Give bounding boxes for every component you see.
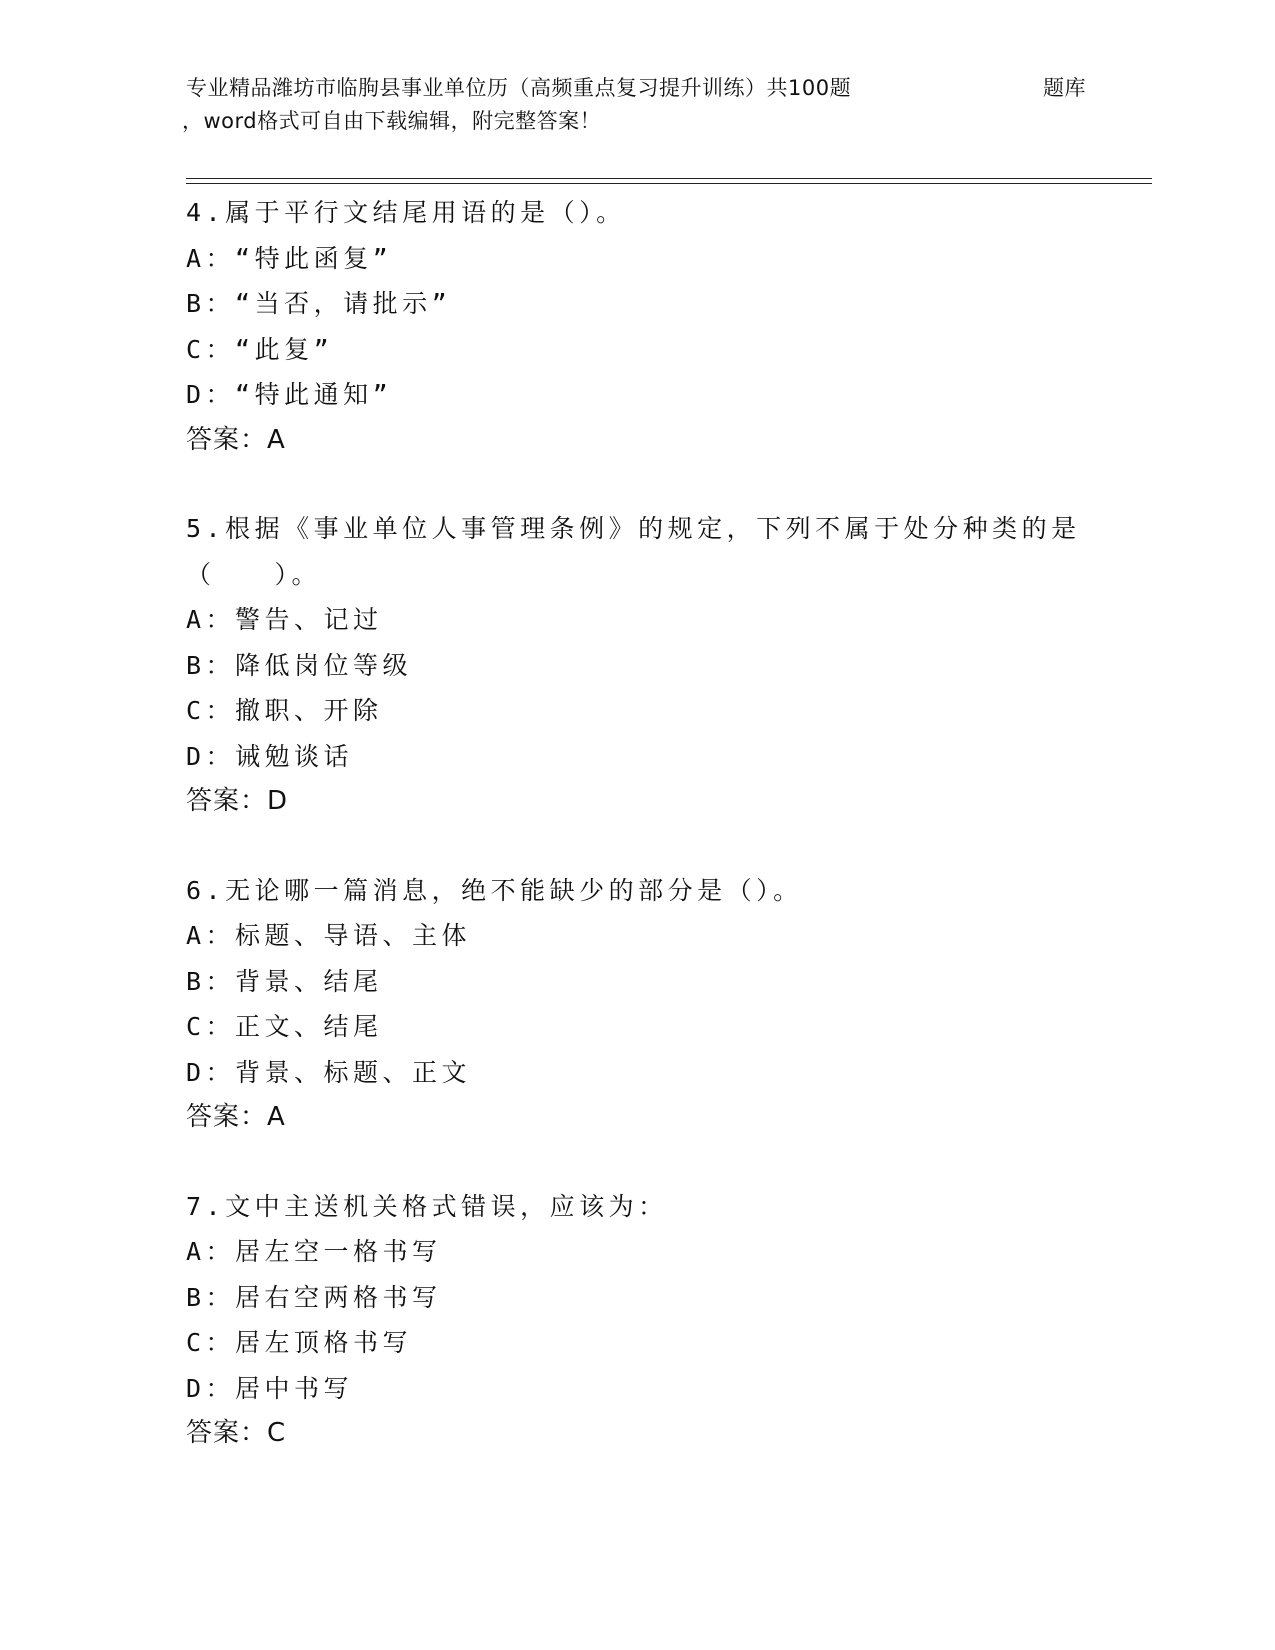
option-b: B：降低岗位等级 bbox=[186, 650, 413, 680]
header-title-row bbox=[186, 72, 1086, 105]
question-stem-continuation: （ ）。 bbox=[186, 559, 322, 589]
question-item bbox=[186, 190, 1146, 463]
question-stem: 5.根据《事业单位人事管理条例》的规定，下列不属于处分种类的是 bbox=[186, 514, 1081, 543]
question-list bbox=[186, 190, 1146, 1500]
question-stem: 4.属于平行文结尾用语的是（）。 bbox=[186, 198, 626, 227]
question-stem: 7.文中主送机关格式错误，应该为： bbox=[186, 1191, 668, 1221]
option-c: C：“此复” bbox=[186, 334, 334, 364]
option-c: C：正文、结尾 bbox=[186, 1012, 383, 1041]
question-item bbox=[186, 868, 1146, 1141]
answer-line: 答案：A bbox=[186, 424, 286, 455]
option-b: B：“当否，请批示” bbox=[186, 289, 452, 318]
option-b: B：居右空两格书写 bbox=[186, 1282, 442, 1312]
document-header bbox=[182, 72, 1146, 138]
answer-line: 答案：C bbox=[186, 1418, 287, 1448]
option-c: C：居左顶格书写 bbox=[186, 1328, 413, 1357]
option-d: D：诫勉谈话 bbox=[186, 741, 354, 771]
header-right-label: 题库 bbox=[1043, 76, 1086, 100]
header-divider-bottom bbox=[186, 183, 1152, 184]
answer-line: 答案：A bbox=[186, 1102, 286, 1132]
answer-line: 答案：D bbox=[186, 786, 289, 816]
option-a: A：标题、导语、主体 bbox=[186, 921, 472, 950]
question-item bbox=[186, 506, 1146, 825]
header-subtitle: ，word格式可自由下载编辑，附完整答案！ bbox=[182, 109, 602, 133]
question-stem: 6.无论哪一篇消息，绝不能缺少的部分是（）。 bbox=[186, 875, 803, 905]
option-b: B：背景、结尾 bbox=[186, 966, 383, 996]
header-title: 专业精品潍坊市临朐县事业单位历（高频重点复习提升训练）共100题 bbox=[186, 76, 852, 100]
option-d: D：“特此通知” bbox=[186, 380, 393, 409]
option-a: A：居左空一格书写 bbox=[186, 1237, 442, 1266]
option-a: A：警告、记过 bbox=[186, 605, 383, 634]
header-divider-top bbox=[186, 178, 1152, 179]
option-d: D：背景、标题、正文 bbox=[186, 1057, 472, 1087]
question-item bbox=[186, 1184, 1146, 1457]
option-a: A：“特此函复” bbox=[186, 243, 393, 273]
option-c: C：撤职、开除 bbox=[186, 696, 383, 725]
option-d: D：居中书写 bbox=[186, 1373, 354, 1403]
